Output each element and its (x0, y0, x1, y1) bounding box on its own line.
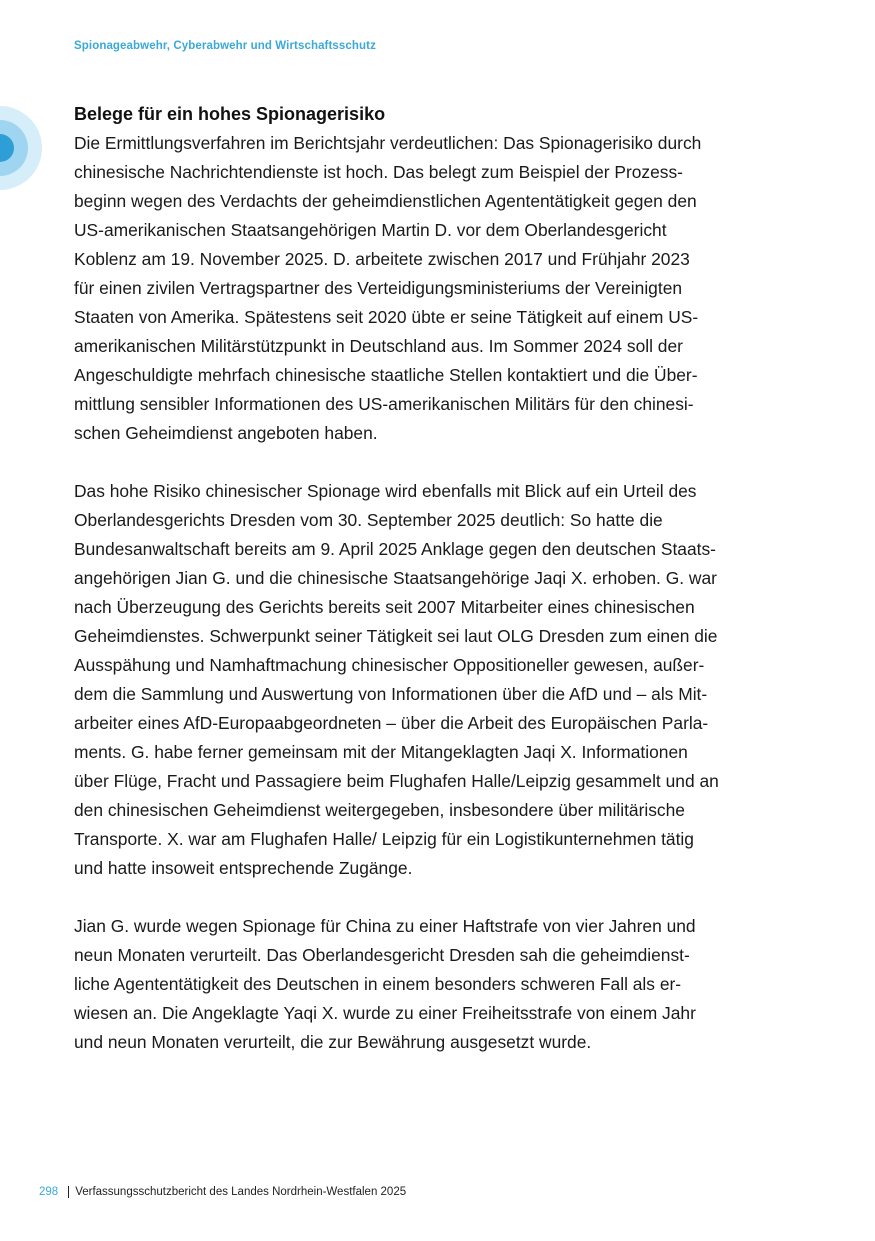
page-footer (39, 1186, 406, 1198)
publication-title: Verfassungsschutzbericht des Landes Nordrhein-Westfalen 2025 (75, 1186, 407, 1198)
paragraph-line: Staaten von Amerika. Spätestens seit 2020 übte er seine Tätigkeit auf einem US- (74, 307, 699, 327)
paragraph-line: Das hohe Risiko chinesischer Spionage wird ebenfalls mit Blick auf ein Urteil des (74, 481, 697, 501)
body-paragraph (74, 477, 804, 883)
paragraph-line: Jian G. wurde wegen Spionage für China zu einer Haftstrafe von vier Jahren und (74, 916, 696, 936)
paragraph-line: und hatte insoweit entsprechende Zugänge. (74, 858, 413, 878)
paragraph-line: arbeiter eines AfD-Europaabgeordneten – über die Arbeit des Europäischen Parla- (74, 713, 709, 733)
paragraph-line: Oberlandesgerichts Dresden vom 30. September 2025 deutlich: So hatte die (74, 510, 663, 530)
main-content (74, 100, 804, 1057)
paragraph-line: Angeschuldigte mehrfach chinesische staatliche Stellen kontaktiert und die Über- (74, 365, 698, 385)
footer-separator (68, 1186, 69, 1198)
paragraph-line: schen Geheimdienst angeboten haben. (74, 423, 378, 443)
paragraph-line: mittlung sensibler Informationen des US-amerikanischen Militärs für den chinesi- (74, 394, 694, 414)
paragraph-line: Bundesanwaltschaft bereits am 9. April 2025 Anklage gegen den deutschen Staats- (74, 539, 716, 559)
paragraph-line: Transporte. X. war am Flughafen Halle/ Leipzig für ein Logistikunternehmen tätig (74, 829, 694, 849)
paragraph-line: Geheimdienstes. Schwerpunkt seiner Tätigkeit sei laut OLG Dresden zum einen die (74, 626, 718, 646)
running-header: Spionageabwehr, Cyberabwehr und Wirtschaftsschutz (74, 40, 376, 52)
body-paragraph (74, 129, 804, 448)
paragraph-line: und neun Monaten verurteilt, die zur Bewährung ausgesetzt wurde. (74, 1032, 592, 1052)
paragraph-line: Koblenz am 19. November 2025. D. arbeitete zwischen 2017 und Frühjahr 2023 (74, 249, 690, 269)
paragraph-line: beginn wegen des Verdachts der geheimdienstlichen Agententätigkeit gegen den (74, 191, 697, 211)
paragraph-line: neun Monaten verurteilt. Das Oberlandesgericht Dresden sah die geheimdienst- (74, 945, 690, 965)
paragraph-line: über Flüge, Fracht und Passagiere beim Flughafen Halle/Leipzig gesammelt und an (74, 771, 719, 791)
paragraph-line: nach Überzeugung des Gerichts bereits seit 2007 Mitarbeiter eines chinesischen (74, 597, 695, 617)
paragraph-line: US-amerikanischen Staatsangehörigen Martin D. vor dem Oberlandesgericht (74, 220, 667, 240)
paragraph-line: den chinesischen Geheimdienst weitergegeben, insbesondere über militärische (74, 800, 685, 820)
paragraph-line: amerikanischen Militärstützpunkt in Deutschland aus. Im Sommer 2024 soll der (74, 336, 683, 356)
paragraph-line: Ausspähung und Namhaftmachung chinesischer Oppositioneller gewesen, außer- (74, 655, 705, 675)
page-number: 298 (39, 1186, 59, 1198)
paragraph-line: angehörigen Jian G. und die chinesische Staatsangehörige Jaqi X. erhoben. G. war (74, 568, 717, 588)
paragraph-line: für einen zivilen Vertragspartner des Verteidigungsministeriums der Vereinigten (74, 278, 683, 298)
paragraph-line: ments. G. habe ferner gemeinsam mit der Mitangeklagten Jaqi X. Informationen (74, 742, 688, 762)
paragraph-line: dem die Sammlung und Auswertung von Informationen über die AfD und – als Mit- (74, 684, 708, 704)
section-heading: Belege für ein hohes Spionagerisiko (74, 104, 386, 124)
paragraph-line: liche Agententätigkeit des Deutschen in einem besonders schweren Fall als er- (74, 974, 682, 994)
paragraph-line: wiesen an. Die Angeklagte Yaqi X. wurde zu einer Freiheitsstrafe von einem Jahr (74, 1003, 696, 1023)
paragraphs-container (74, 129, 804, 1057)
paragraph-line: chinesische Nachrichtendienste ist hoch. Das belegt zum Beispiel der Prozess- (74, 162, 683, 182)
paragraph-line: Die Ermittlungsverfahren im Berichtsjahr verdeutlichen: Das Spionagerisiko durch (74, 133, 702, 153)
body-paragraph (74, 912, 804, 1057)
concentric-circles-decoration (0, 106, 42, 190)
